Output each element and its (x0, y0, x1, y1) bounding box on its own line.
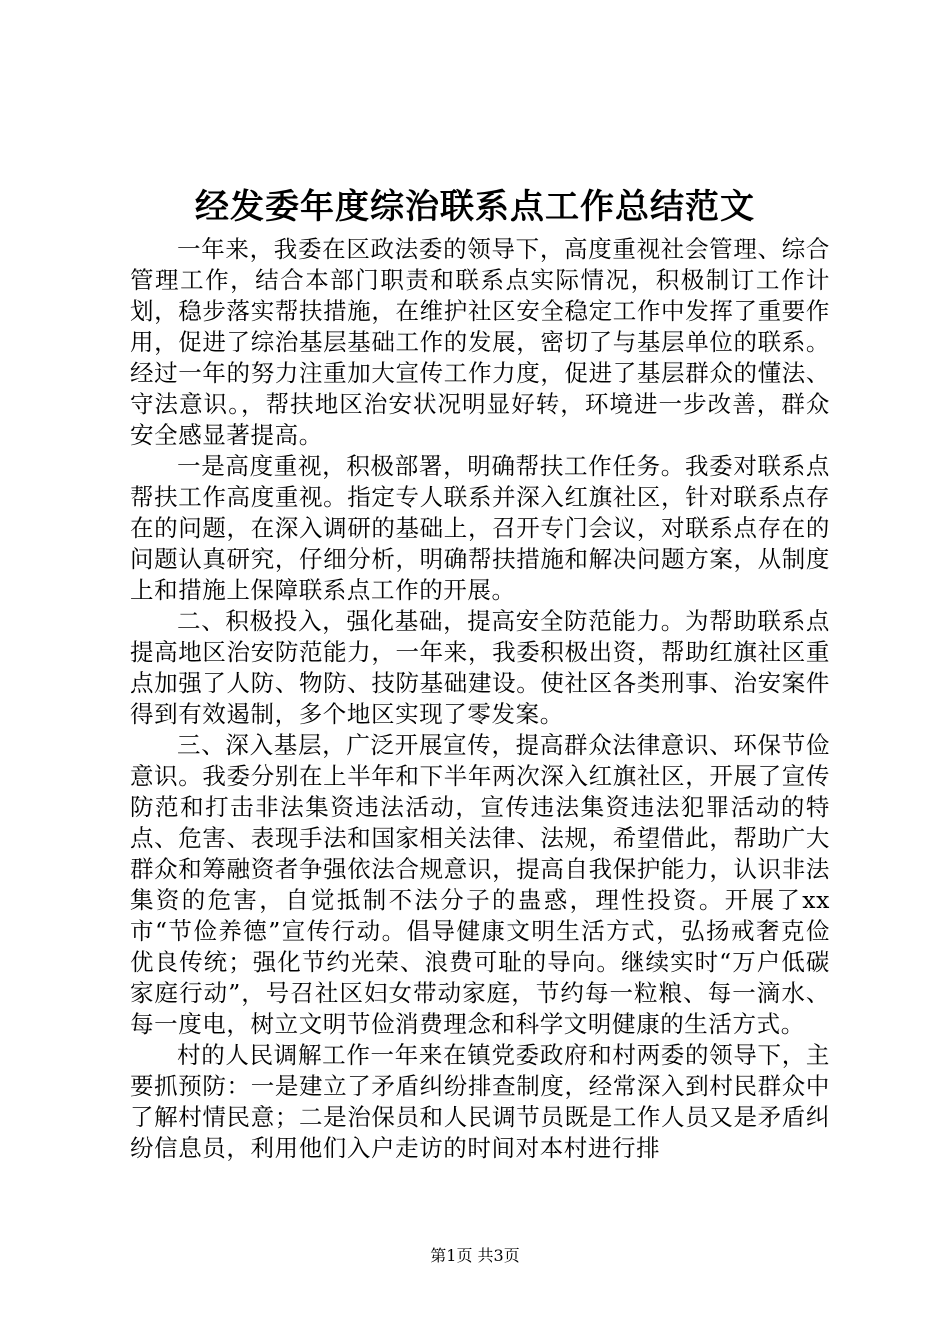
paragraph: 三、深入基层，广泛开展宣传，提高群众法律意识、环保节俭意识。我委分别在上半年和下半年两次深入红旗社区，开展了宣传防范和打击非法集资违法活动，宣传违法集资违法犯罪活动的特点、危害、表现手法和国家相关法律、法规，希望借此，帮助广大群众和筹融资者争强依法合规意识，提高自我保护能力，认识非法集资的危害，自觉抵制不法分子的蛊惑，理性投资。开展了xx市“节俭养德”宣传行动。倡导健康文明生活方式，弘扬戒奢克俭优良传统；强化节约光荣、浪费可耻的导向。继续实时“万户低碳家庭行动”，号召社区妇女带动家庭，节约每一粒粮、每一滴水、每一度电，树立文明节俭消费理念和科学文明健康的生活方式。 (130, 731, 830, 1038)
document-title: 经发委年度综治联系点工作总结范文 (195, 187, 755, 227)
paragraph: 二、积极投入，强化基础，提高安全防范能力。为帮助联系点提高地区治安防范能力，一年来，我委积极出资，帮助红旗社区重点加强了人防、物防、技防基础建设。使社区各类刑事、治安案件得到有效遏制，多个地区实现了零发案。 (130, 607, 830, 728)
document-body (130, 234, 830, 1164)
paragraph: 一是高度重视，积极部署，明确帮扶工作任务。我委对联系点帮扶工作高度重视。指定专人联系并深入红旗社区，针对联系点存在的问题，在深入调研的基础上，召开专门会议，对联系点存在的问题认真研究，仔细分析，明确帮扶措施和解决问题方案，从制度上和措施上保障联系点工作的开展。 (130, 452, 830, 604)
paragraph: 一年来，我委在区政法委的领导下，高度重视社会管理、综合管理工作，结合本部门职责和联系点实际情况，积极制订工作计划，稳步落实帮扶措施，在维护社区安全稳定工作中发挥了重要作用，促进了综治基层基础工作的发展，密切了与基层单位的联系。经过一年的努力注重加大宣传工作力度，促进了基层群众的懂法、守法意识。，帮扶地区治安状况明显好转，环境进一步改善，群众安全感显著提高。 (130, 235, 830, 449)
paragraph: 村的人民调解工作一年来在镇党委政府和村两委的领导下，主要抓预防：一是建立了矛盾纠纷排查制度，经常深入到村民群众中了解村情民意；二是治保员和人民调节员既是工作人员又是矛盾纠纷信息员，利用他们入户走访的时间对本村进行排 (130, 1041, 830, 1162)
page-footer: 第1页 共3页 (430, 1246, 520, 1265)
